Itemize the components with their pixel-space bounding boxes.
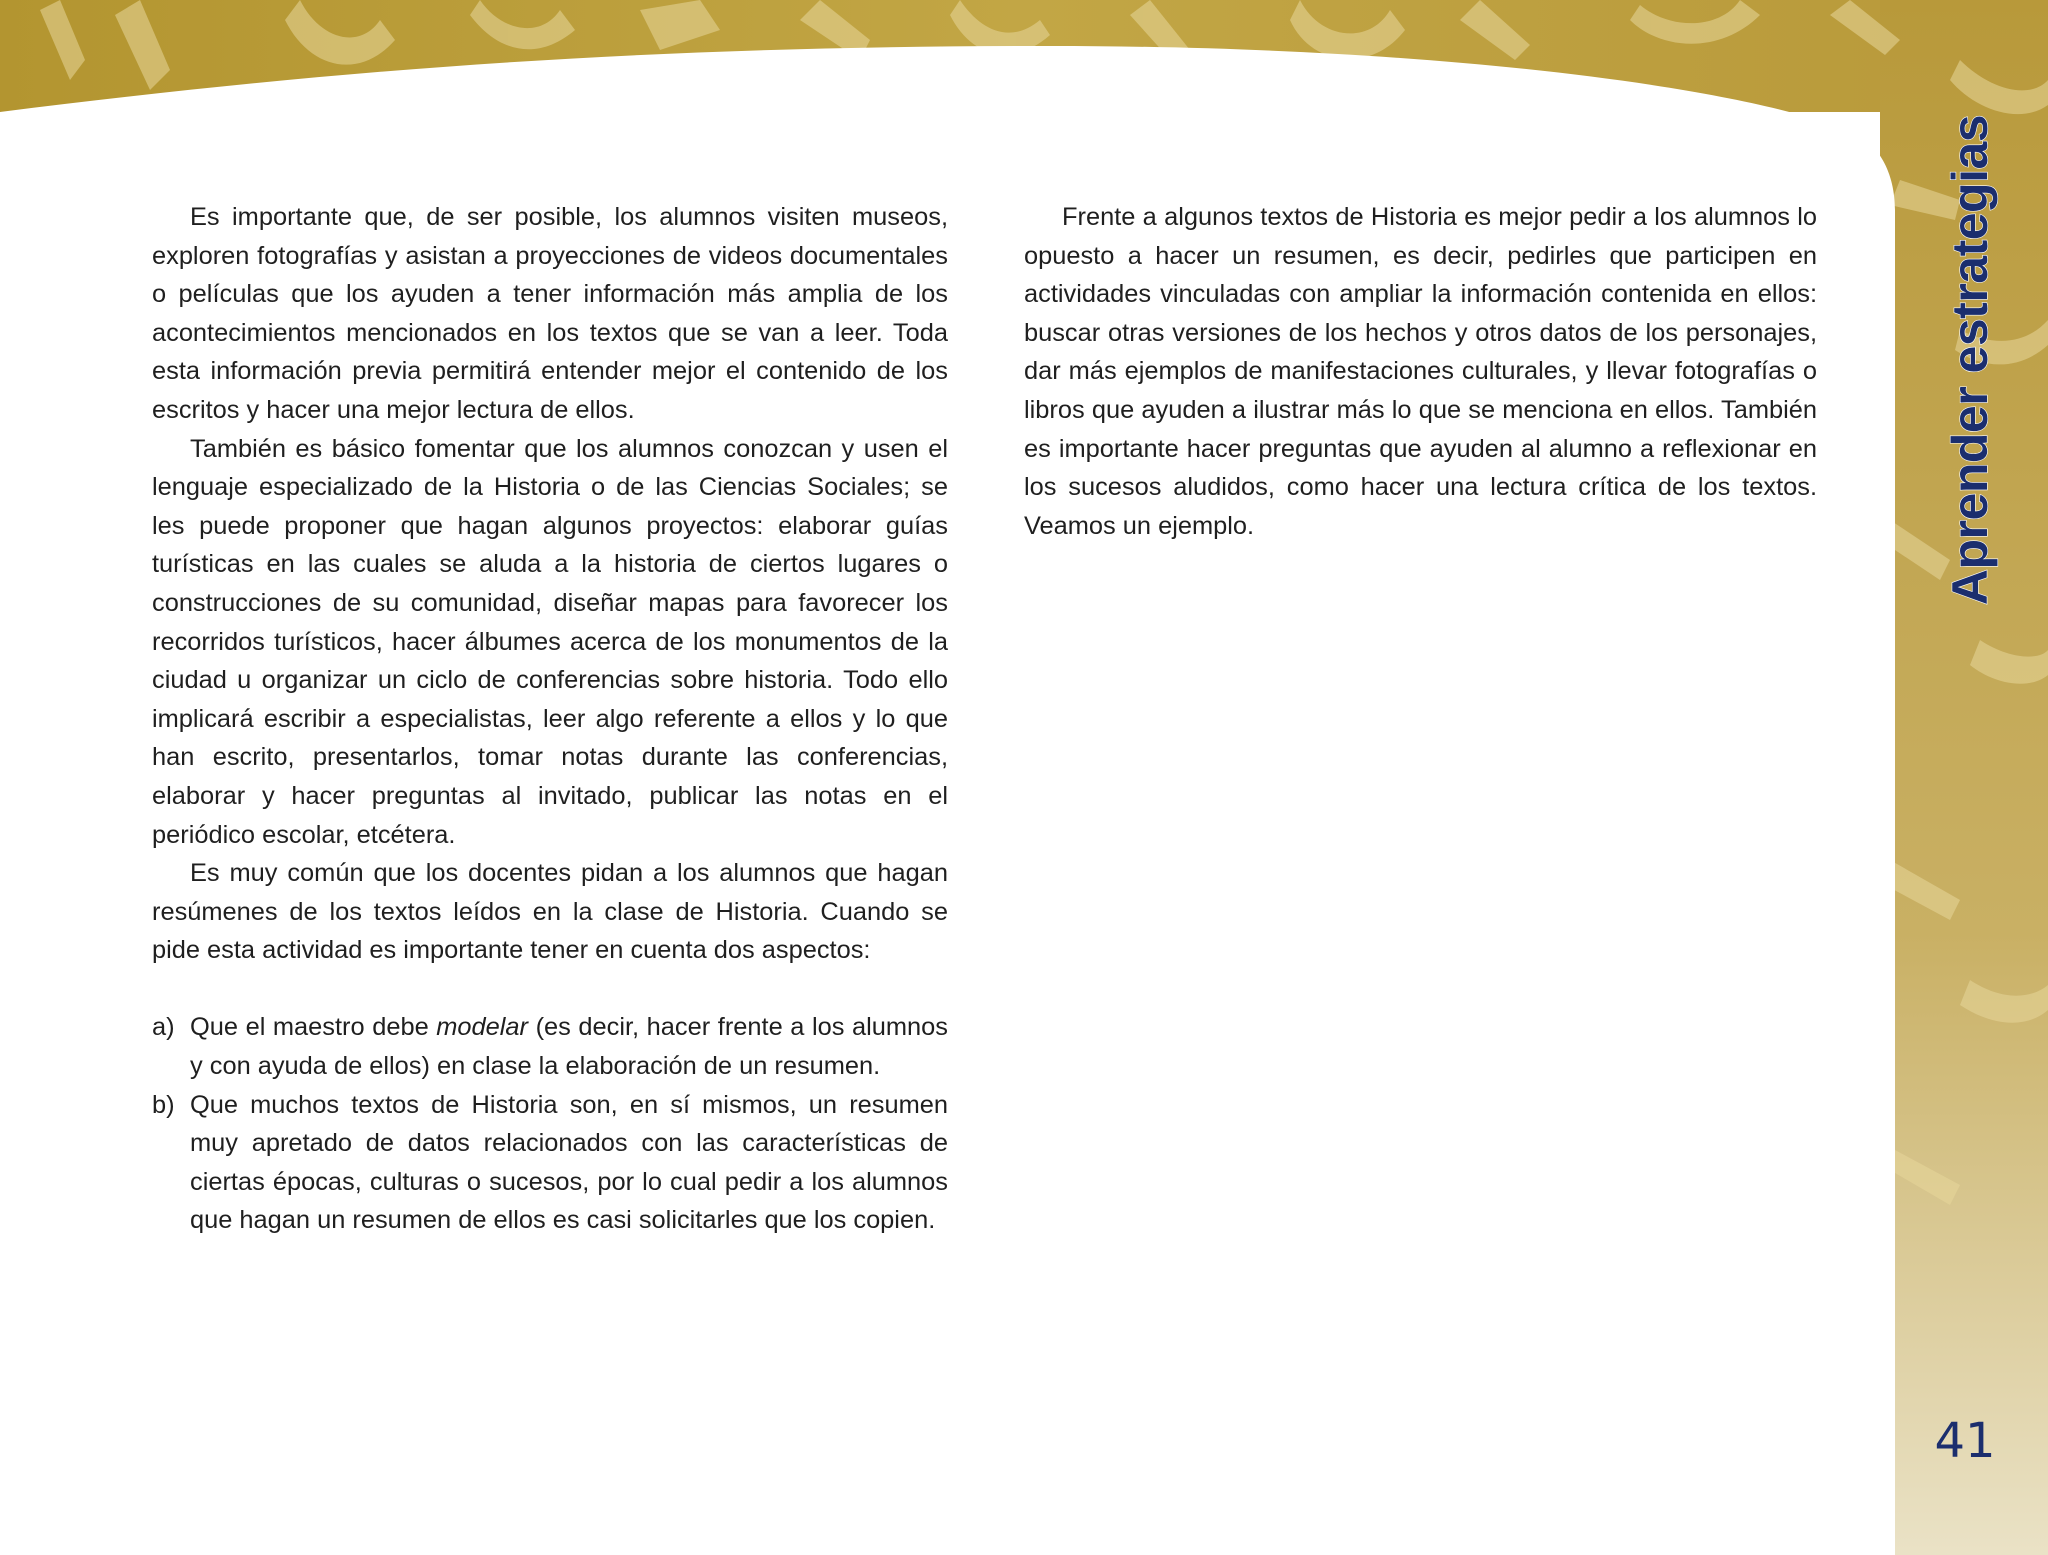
right-text-column <box>1024 198 1817 545</box>
body-paragraph: Es importante que, de ser posible, los alumnos visiten museos, exploren fotografías y asistan a proyecciones de videos documentales o películas que los ayuden a tener información más amplia de los acontecimientos mencionados en los textos que se van a leer. Toda esta información previa permitirá entender mejor el contenido de los escritos y hacer una mejor lectura de ellos. <box>152 203 948 424</box>
list-item-text: Que el maestro debe modelar (es decir, hacer frente a los alumnos y con ayuda de ellos) en clase la elaboración de un resumen. <box>190 1013 948 1081</box>
list-item <box>152 1086 948 1240</box>
list-marker: a) <box>152 1013 175 1042</box>
section-tab <box>1940 110 2000 610</box>
body-paragraph: También es básico fomentar que los alumnos conozcan y usen el lenguaje especializado de la Historia o de las Ciencias Sociales; se les puede proponer que hagan algunos proyectos: elaborar guías turísticas en las cuales se aluda a la historia de ciertos lugares o construcciones de su comunidad, diseñar mapas para favorecer los recorridos turísticos, hacer álbumes acerca de los monumentos de la ciudad u organizar un ciclo de conferencias sobre historia. Todo ello implicará escribir a especialistas, leer algo referente a ellos y lo que han escrito, presentarlos, tomar notas durante las conferencias, elaborar y hacer preguntas al invitado, publicar las notas en el periódico escolar, etcétera. <box>152 434 948 849</box>
body-paragraph: Es muy común que los docentes pidan a los alumnos que hagan resúmenes de los textos leídos en la clase de Historia. Cuando se pide esta actividad es importante tener en cuenta dos aspectos: <box>152 859 948 965</box>
aspects-list <box>152 1008 948 1240</box>
emphasis-text: modelar <box>436 1013 528 1042</box>
list-marker: b) <box>152 1090 175 1119</box>
page-number: 41 <box>1934 1413 1996 1469</box>
list-item-text: Que muchos textos de Historia son, en sí mismos, un resumen muy apretado de datos relacionados con las características de ciertas épocas, culturas o sucesos, por lo cual pedir a los alumnos que hagan un resumen de ellos es casi solicitarles que los copien. <box>190 1090 948 1235</box>
list-item <box>152 1008 948 1085</box>
left-text-column <box>152 198 948 1240</box>
body-paragraph: Frente a algunos textos de Historia es mejor pedir a los alumnos lo opuesto a hacer un resumen, es decir, pedirles que participen en actividades vinculadas con ampliar la información contenida en ellos: buscar otras versiones de los hechos y otros datos de los personajes, dar más ejemplos de manifestaciones culturales, y llevar fotografías o libros que ayuden a ilustrar más lo que se menciona en ellos. También es importante hacer preguntas que ayuden al alumno a reflexionar en los sucesos aludidos, como hacer una lectura crítica de los textos. Veamos un ejemplo. <box>1024 203 1817 540</box>
section-title: Aprender estrategias <box>1942 114 1998 606</box>
